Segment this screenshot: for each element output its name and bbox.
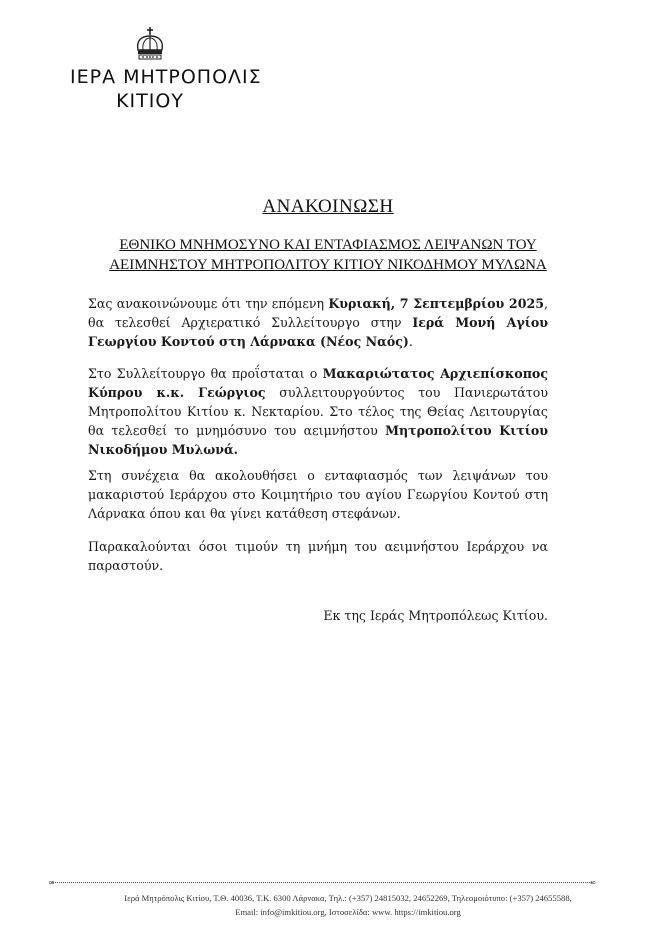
footer-divider bbox=[52, 882, 592, 883]
subtitle-line2: ΑΕΙΜΝΗΣΤΟΥ ΜΗΤΡΟΠΟΛΙΤΟΥ ΚΙΤΙΟΥ ΝΙΚΟΔΗΜΟΥ ΜΥΛΩΝΑ bbox=[109, 257, 547, 273]
footer-contact: Email: info@imkitiou.org, Ιστοσελίδα: www. https://imkitiou.org bbox=[235, 907, 461, 917]
paragraph-officiants bbox=[88, 364, 548, 459]
text: συλλειτουργούντος του Πανιερωτάτου Μητροπολίτου Κιτίου κ. Νεκταρίου. Στο τέλος της Θείας Λειτουργίας θα τελεσθεί το μνημόσυνο του αειμνήστου bbox=[88, 385, 548, 438]
letterhead-logo bbox=[70, 26, 262, 112]
text: . bbox=[408, 334, 413, 349]
archbishop-highlight: Μακαριώτατος Αρχιεπίσκοπος Κύπρου κ.κ. Γεώργιος bbox=[88, 366, 548, 400]
text: Στο Συλλείτουργο θα προΐσταται ο bbox=[88, 366, 323, 381]
location-highlight: Ιερά Μονή Αγίου Γεωργίου Κοντού στη Λάρνακα (Νέος Ναός) bbox=[88, 315, 548, 349]
metropolitan-highlight: Μητροπολίτου Κιτίου Νικοδήμου Μυλωνά. bbox=[88, 423, 549, 457]
date-highlight: Κυριακή, 7 Σεπτεμβρίου 2025 bbox=[328, 296, 544, 311]
announcement-subtitle bbox=[0, 235, 656, 275]
signature: Εκ της Ιεράς Μητροπόλεως Κιτίου. bbox=[323, 608, 548, 623]
paragraph-date-location bbox=[88, 294, 548, 351]
crown-cross-icon bbox=[134, 26, 166, 62]
paragraph-invitation: Παρακαλούνται όσοι τιμούν τη μνήμη του αειμνήστου Ιεράρχου να παραστούν. bbox=[88, 539, 548, 573]
footer-address: Ιερά Μητρόπολις Κιτίου, Τ.Θ. 40036, Τ.Κ. 6300 Λάρνακα, Τηλ.: (+357) 24815032, 24652269, Τηλεομοιότυπο: (+357) 24655588, bbox=[124, 893, 572, 903]
text: Σας ανακοινώνουμε ότι την επόμενη bbox=[88, 296, 329, 311]
paragraph-burial: Στη συνέχεια θα ακολουθήσει ο ενταφιασμός των λειψάνων του μακαριστού Ιεράρχου στο Κοιμητήριο του αγίου Γεωργίου Κοντού στη Λάρνακα όπου και θα γίνει κατάθεση στεφάνων. bbox=[88, 468, 548, 521]
announcement-title: ΑΝΑΚΟΙΝΩΣΗ bbox=[262, 196, 394, 217]
text: , θα τελεσθεί Αρχιερατικό Συλλείτουργο στην bbox=[88, 296, 548, 330]
footer-ornament-icon: ∞ bbox=[589, 878, 596, 887]
subtitle-line1: ΕΘΝΙΚΟ ΜΝΗΜΟΣΥΝΟ ΚΑΙ ΕΝΤΑΦΙΑΣΜΟΣ ΛΕΙΨΑΝΩΝ ΤΟΥ bbox=[119, 237, 537, 253]
org-name-line2: ΚΙΤΙΟΥ bbox=[116, 90, 184, 112]
footer-ornament-icon: ∞ bbox=[48, 878, 55, 887]
org-name-line1: ΙΕΡΑ ΜΗΤΡΟΠΟΛΙΣ bbox=[70, 66, 262, 88]
